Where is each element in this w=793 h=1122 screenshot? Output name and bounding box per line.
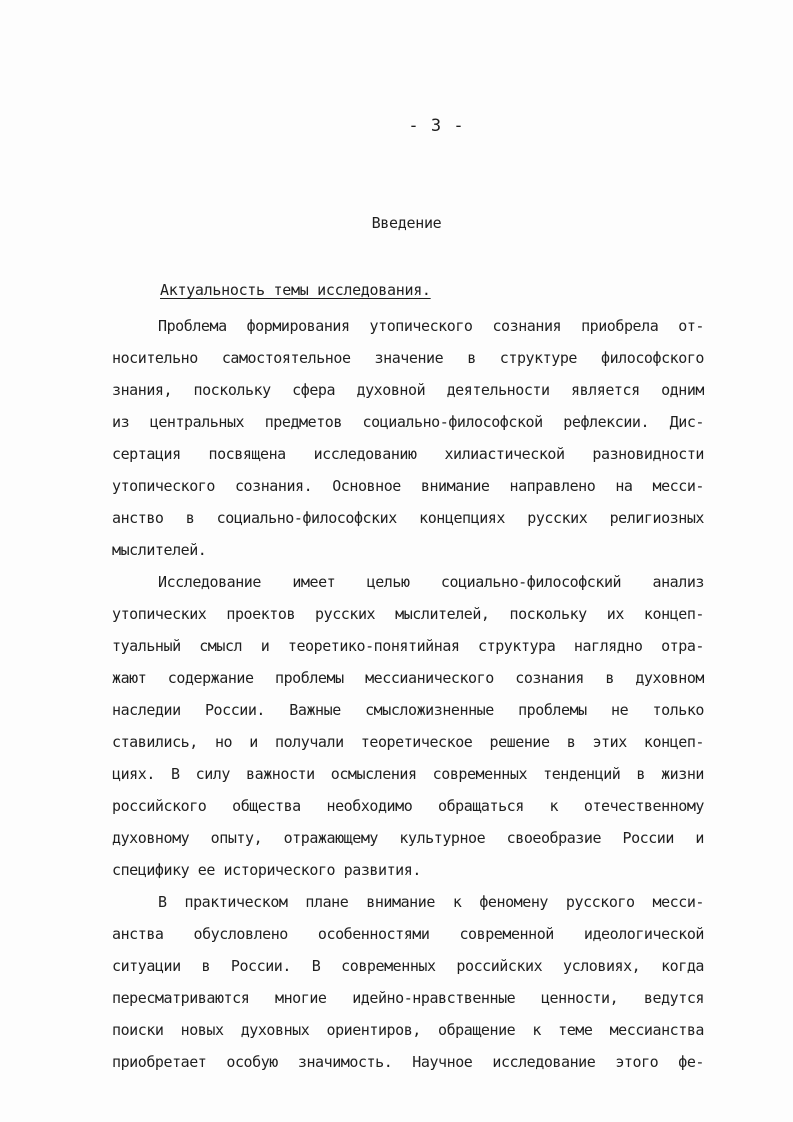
text-line: циях. В силу важности осмысления современных тенденций в жизни	[112, 765, 704, 783]
text-line: пересматриваются многие идейно-нравственные ценности, ведутся	[112, 989, 704, 1007]
text-line: приобретает особую значимость. Научное исследование этого фе-	[112, 1053, 704, 1071]
text-line: утопических проектов русских мыслителей, поскольку их концеп-	[112, 605, 704, 623]
text-line: носительно самостоятельное значение в структуре философского	[112, 349, 704, 367]
page-number: - 3 -	[408, 116, 465, 136]
text-line: наследии России. Важные смысложизненные проблемы не только	[112, 701, 704, 719]
text-line: В практическом плане внимание к феномену русского месси-	[158, 893, 704, 911]
text-line: российского общества необходимо обращаться к отечественному	[112, 797, 704, 815]
text-line: сертация посвящена исследованию хилиастической разновидности	[112, 445, 704, 463]
section-title: Актуальность темы исследования.	[160, 281, 431, 299]
text-line: туальный смысл и теоретико-понятийная структура наглядно отра-	[112, 637, 704, 655]
text-line: жают содержание проблемы мессианического сознания в духовном	[112, 669, 704, 687]
text-line: ставились, но и получали теоретическое решение в этих концеп-	[112, 733, 704, 751]
text-line: духовному опыту, отражающему культурное своеобразие России и	[112, 829, 704, 847]
text-line: знания, поскольку сфера духовной деятельности является одним	[112, 381, 704, 399]
body-text	[112, 310, 704, 1078]
text-line: специфику ее исторического развития.	[112, 861, 421, 879]
text-line: утопического сознания. Основное внимание направлено на месси-	[112, 477, 704, 495]
text-line: мыслителей.	[112, 541, 207, 559]
text-line: анства обусловлено особенностями современной идеологической	[112, 925, 704, 943]
text-line: анство в социально-философских концепциях русских религиозных	[112, 509, 704, 527]
chapter-heading: Введение	[371, 214, 442, 232]
text-line: Проблема формирования утопического сознания приобрела от-	[158, 317, 704, 335]
text-line: поиски новых духовных ориентиров, обращение к теме мессианства	[112, 1021, 704, 1039]
text-line: из центральных предметов социально-философской рефлексии. Дис-	[112, 413, 704, 431]
text-line: ситуации в России. В современных российских условиях, когда	[112, 957, 704, 975]
text-line: Исследование имеет целью социально-философский анализ	[158, 573, 704, 591]
